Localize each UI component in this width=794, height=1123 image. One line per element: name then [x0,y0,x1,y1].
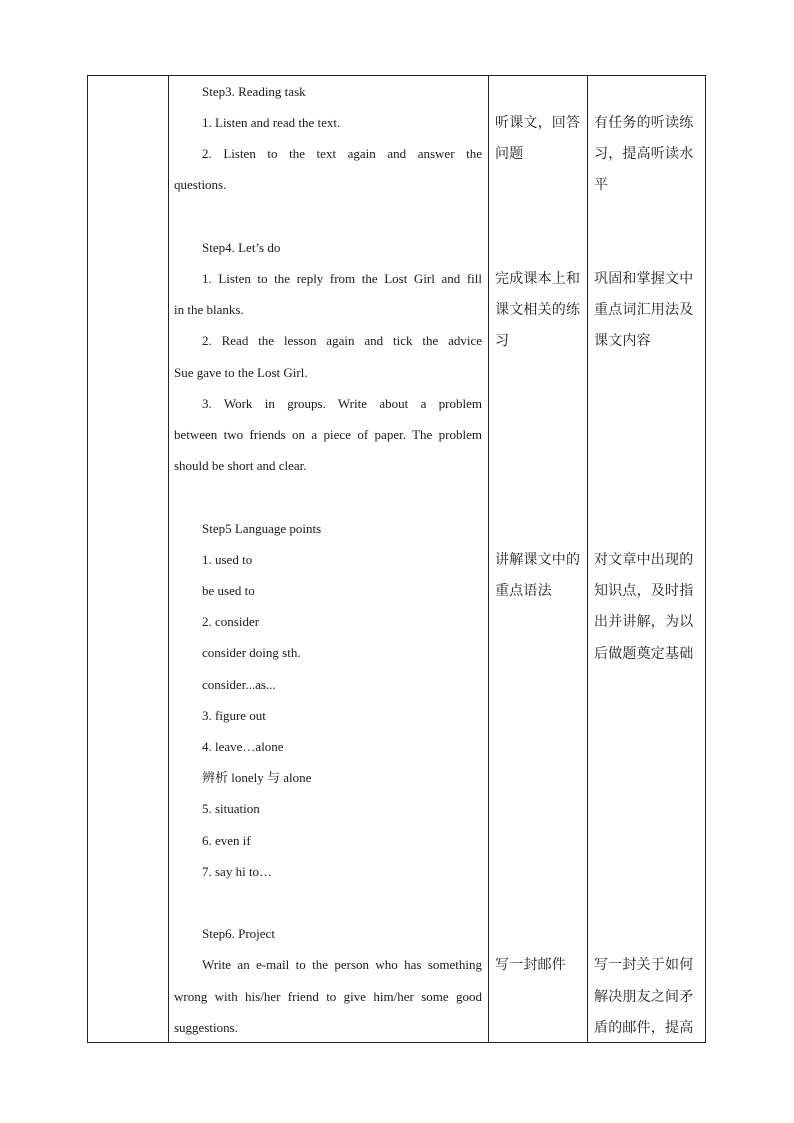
step4-item-3-cont-2: should be short and clear. [174,458,307,473]
column-divider-1 [168,76,169,1042]
step4-title: Step4. Let’s do [202,240,281,255]
step5-item-1: 1. used to [202,552,253,567]
step4-item-3-cont: between two friends on a piece of paper. The problem [174,427,482,442]
step3-purpose-line-2: 习，提高听读水 [594,146,694,162]
step3-activity-line-2: 问题 [495,146,524,162]
step3-purpose-line-1: 有任务的听读练 [594,115,694,131]
step5-item-7: 7. say hi to… [202,864,273,879]
step3-item-1: 1. Listen and read the text. [202,115,341,130]
step4-purpose-line-2: 重点词汇用法及 [594,302,694,318]
column-divider-2 [488,76,489,1042]
step5-purpose-line-3: 出并讲解，为以 [594,614,694,630]
step5-item-6: 6. even if [202,833,251,848]
step5-purpose-line-2: 知识点，及时指 [594,583,694,599]
distinguish-connector: 与 [267,771,281,786]
distinguish-word-a: lonely [228,770,268,785]
step4-activity-line-3: 习 [495,333,510,349]
step5-activity-line-2: 重点语法 [495,583,552,599]
step6-purpose-line-3: 盾的邮件，提高 [594,1020,694,1036]
distinguish-word-b: alone [280,770,312,785]
step5-purpose-line-4: 后做题奠定基础 [594,646,694,662]
step5-item-4: 4. leave…alone [202,739,284,754]
step5-title: Step5 Language points [202,521,322,536]
step4-item-1-cont: in the blanks. [174,302,244,317]
step5-item-2c: consider...as... [202,677,276,692]
step5-item-2b: consider doing sth. [202,645,301,660]
step5-item-5: 5. situation [202,801,260,816]
column-divider-3 [587,76,588,1042]
step5-distinguish [202,770,311,787]
step4-item-2-cont: Sue gave to the Lost Girl. [174,365,308,380]
step4-item-1: 1. Listen to the reply from the Lost Girl and fill [202,271,482,286]
step6-title: Step6. Project [202,926,275,941]
step6-purpose-line-1: 写一封关于如何 [594,957,694,973]
step4-activity-line-1: 完成课本上和 [495,271,581,287]
step3-item-2: 2. Listen to the text again and answer the [202,146,482,161]
step5-item-3: 3. figure out [202,708,266,723]
step4-item-3: 3. Work in groups. Write about a problem [202,396,482,411]
step4-activity-line-2: 课文相关的练 [495,302,581,318]
distinguish-prefix: 辨析 [202,771,229,786]
step5-item-2: 2. consider [202,614,260,629]
step6-item-line-1: Write an e-mail to the person who has something [202,957,482,972]
step6-activity-line-1: 写一封邮件 [495,957,566,973]
step5-purpose-line-1: 对文章中出现的 [594,552,694,568]
step3-title: Step3. Reading task [202,84,306,99]
step3-item-2-cont: questions. [174,177,227,192]
step3-activity-line-1: 听课文，回答 [495,115,581,131]
step6-purpose-line-2: 解决朋友之间矛 [594,989,694,1005]
step3-purpose-line-3: 平 [594,177,609,193]
step6-item-line-3: suggestions. [174,1020,238,1035]
step6-item-line-2: wrong with his/her friend to give him/her some good [174,989,482,1004]
step5-activity-line-1: 讲解课文中的 [495,552,581,568]
step4-purpose-line-3: 课文内容 [594,333,651,349]
step4-purpose-line-1: 巩固和掌握文中 [594,271,694,287]
step4-item-2: 2. Read the lesson again and tick the advice [202,333,482,348]
step5-item-1b: be used to [202,583,255,598]
